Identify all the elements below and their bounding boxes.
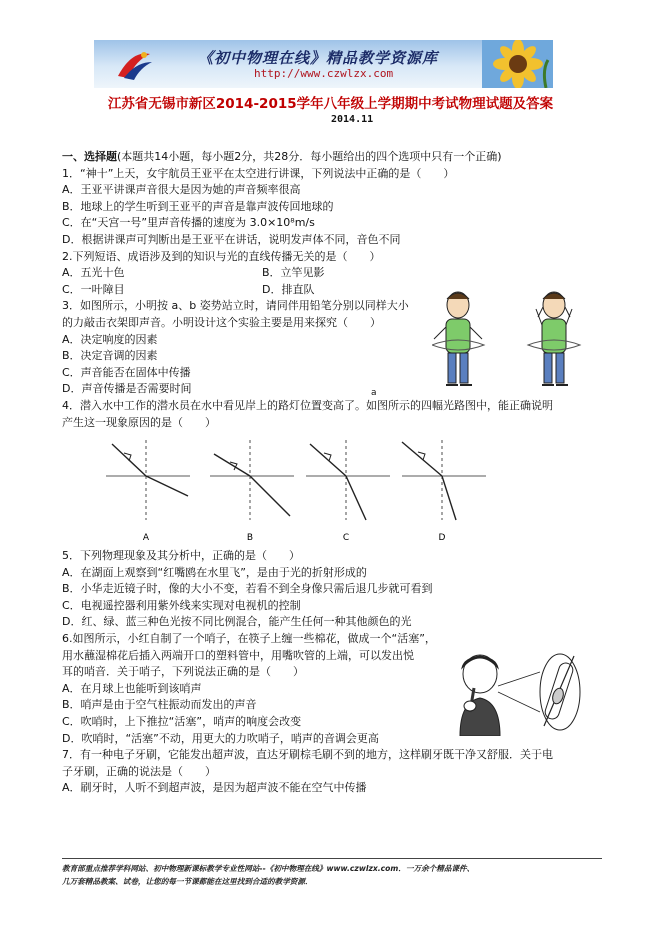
q3-figure-boys	[432, 287, 592, 393]
q1-stem: 1．“神十”上天，女宇航员王亚平在太空进行讲课，下列说法中正确的是（ ）	[62, 166, 455, 180]
q2-option-c: C．一叶障目	[62, 282, 125, 296]
q6-option-b: B．哨声是由于空气柱振动而发出的声音	[62, 698, 257, 712]
q2-option-b: B．立竿见影	[262, 266, 325, 280]
q4-stem-2: 产生这一现象原因的是（ ）	[62, 415, 216, 429]
q1-option-c: C．在“天宫一号”里声音传播的速度为 3.0×10⁸m/s	[62, 216, 315, 230]
q6-option-a: A．在月球上也能听到该哨声	[62, 681, 202, 695]
q6-figure-whistle	[440, 650, 590, 736]
q3-stem-2: 的力敲击衣架即声音。小明设计这个实验主要是用来探究（ ）	[62, 315, 381, 329]
q3-option-c: C．声音能否在固体中传播	[62, 365, 191, 379]
q7-stem-1: 7．有一种电子牙刷，它能发出超声波，直达牙刷棕毛刷不到的地方，这样刷牙既干净又舒服．关于电	[62, 748, 553, 762]
site-logo-icon	[114, 48, 154, 82]
section-label: 一、选择题	[62, 150, 117, 163]
q6-option-c: C．吹哨时，上下推拉“活塞”，哨声的响度会改变	[62, 715, 302, 729]
section-header	[62, 149, 588, 166]
footer-divider	[62, 858, 602, 859]
q3-option-b: B．决定音调的因素	[62, 349, 158, 363]
q4-stem-1: 4．潜入水中工作的潜水员在水中看见岸上的路灯位置变高了。如图所示的四幅光路图中，能正确说明	[62, 398, 553, 412]
q4-label-c: C	[342, 533, 350, 543]
q1-option-b: B．地球上的学生听到王亚平的声音是靠声波传回地球的	[62, 199, 334, 213]
q3-option-d: D．声音传播是否需要时间	[62, 382, 192, 396]
q3-figure-label: a	[371, 388, 377, 398]
document-title: 江苏省无锡市新区2014-2015学年八年级上学期期中考试物理试题及答案	[107, 96, 554, 112]
q2-option-a: A．五光十色	[62, 266, 125, 280]
section-instructions: (本题共14小题，每小题2分，共28分．每小题给出的四个选项中只有一个正确)	[117, 150, 502, 163]
banner-url: http://www.czwlzx.com	[254, 67, 394, 80]
q5-option-d: D．红、绿、蓝三种色光按不同比例混合，能产生任何一种其他颜色的光	[62, 615, 412, 629]
q4-label-b: B	[246, 533, 254, 543]
q5-stem: 5．下列物理现象及其分析中，正确的是（ ）	[62, 549, 300, 563]
site-banner	[94, 40, 553, 88]
q2-option-d: D．排直队	[262, 282, 315, 296]
q6-stem-2: 用水蘸湿棉花后插入两端开口的塑料管中，用嘴吹管的上端，可以发出悦	[62, 648, 414, 662]
q4-figure-light-paths	[106, 440, 496, 550]
q4-label-a: A	[142, 533, 150, 543]
q2-stem: 2.下列短语、成语涉及到的知识与光的直线传播无关的是（ ）	[62, 249, 381, 263]
q4-label-d: D	[438, 533, 446, 543]
q7-option-a: A．刷牙时，人听不到超声波，是因为超声波不能在空气中传播	[62, 781, 367, 795]
q3-option-a: A．决定响度的因素	[62, 332, 158, 346]
q6-option-d: D．吹哨时，“活塞”不动，用更大的力吹哨子，哨声的音调会更高	[62, 731, 379, 745]
sunflower-icon	[482, 40, 553, 88]
q5-option-a: A．在湖面上观察到“红嘴鸥在水里飞”，是由于光的折射形成的	[62, 565, 367, 579]
q6-stem-3: 耳的哨音．关于哨子，下列说法正确的是（ ）	[62, 665, 304, 679]
q4-diagram-a	[106, 440, 190, 520]
q6-stem-1: 6.如图所示，小红自制了一个哨子，在筷子上缠一些棉花，做成一个“活塞”，	[62, 632, 436, 646]
document-date: 2014.11	[331, 114, 374, 125]
q2-options-ab	[62, 265, 588, 282]
footer-line-2: 几万套精品教案、试卷，让您的每一节课都能在这里找到合适的教学资源．	[62, 877, 313, 886]
q5-option-c: C．电视遥控器利用紫外线来实现对电视机的控制	[62, 598, 301, 612]
q1-option-d: D．根据讲课声可判断出是王亚平在讲话，说明发声体不同，音色不同	[62, 232, 401, 246]
footer-line-1: 教育部重点推荐学科网站、初中物理新课标教学专业性网站--《初中物理在线》www.czwlzx.com．一万余个精品课件、	[62, 864, 475, 873]
q1-option-a: A．王亚平讲课声音很大是因为她的声音频率很高	[62, 183, 301, 197]
banner-title: 《初中物理在线》精品教学资源库	[198, 49, 439, 67]
q7-stem-2: 子牙刷，正确的说法是（ ）	[62, 764, 216, 778]
q5-option-b: B．小华走近镜子时，像的大小不变，若看不到全身像只需后退几步就可看到	[62, 582, 433, 596]
q3-stem-1: 3．如图所示，小明按 a、b 姿势站立时，请同伴用铅笔分别以同样大小	[62, 299, 409, 313]
page-footer	[62, 862, 602, 888]
